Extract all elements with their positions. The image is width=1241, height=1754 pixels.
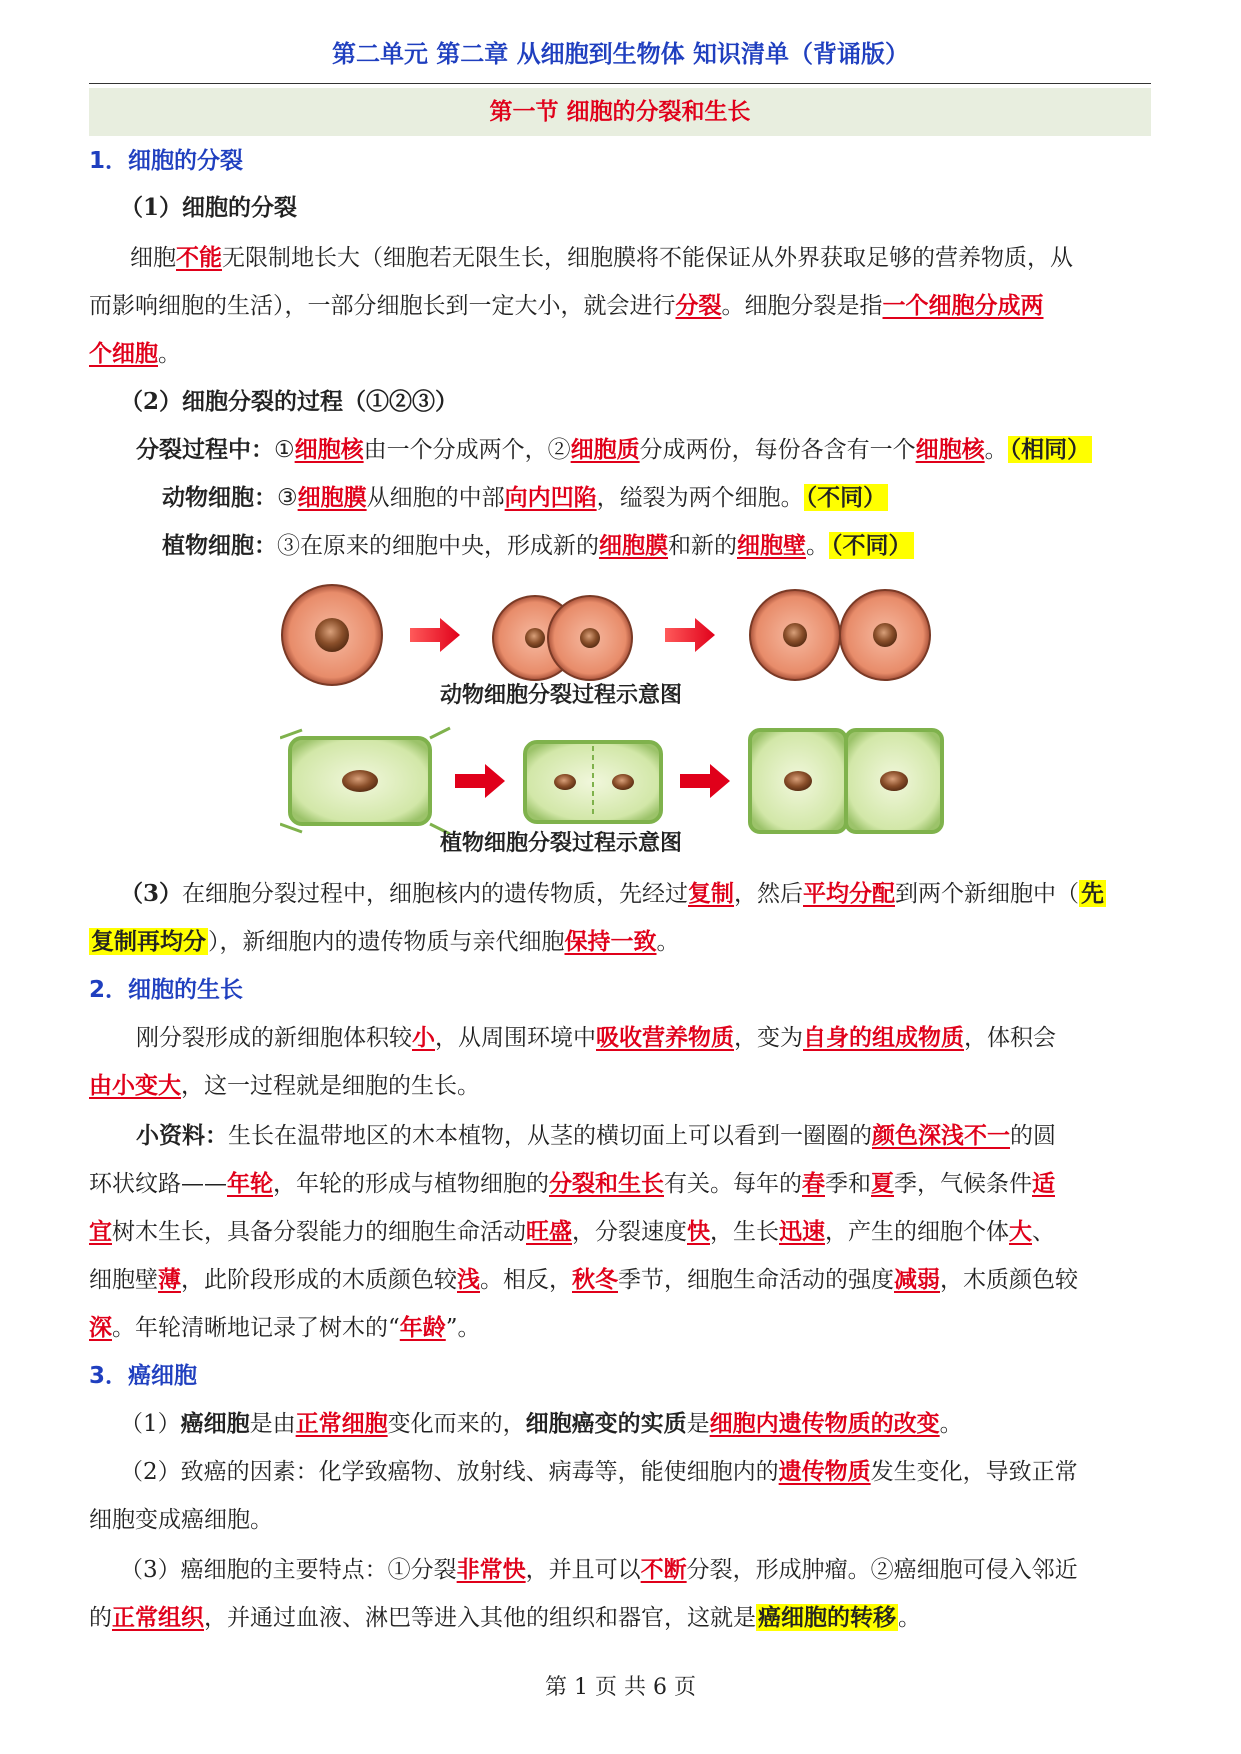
arrow-icon <box>665 618 715 652</box>
subheading-process: （2）细胞分裂的过程（①②③） <box>120 388 459 415</box>
tree-ring-c: 宜树木生长，具备分裂能力的细胞生命活动旺盛，分裂速度快，生长迅速，产生的细胞个体大、 <box>89 1218 1055 1245</box>
line-animal-cell: 动物细胞：③细胞膜从细胞的中部向内凹陷，缢裂为两个细胞。（不同） <box>162 484 887 511</box>
arrow-icon <box>410 618 460 652</box>
document-title: 第二单元 第二章 从细胞到生物体 知识清单（背诵版） <box>331 40 910 68</box>
cancer-line-2b: 细胞变成癌细胞。 <box>89 1507 273 1533</box>
animal-cell-stage-3 <box>750 590 930 680</box>
paragraph-1b: 而影响细胞的生活），一部分细胞长到一定大小，就会进行分裂。细胞分裂是指一个细胞分成两 <box>89 292 1044 319</box>
paragraph-1c: 个细胞。 <box>89 340 181 367</box>
plant-cell-stage-1 <box>280 728 450 834</box>
cancer-line-1: （1）癌细胞是由正常细胞变化而来的，细胞癌变的实质是细胞内遗传物质的改变。 <box>120 1410 963 1437</box>
heading-cell-division: 1．细胞的分裂 <box>89 148 244 174</box>
tree-ring-b: 环状纹路——年轮，年轮的形成与植物细胞的分裂和生长有关。每年的春季和夏季，气候条件适 <box>89 1170 1055 1197</box>
tree-ring-e: 深。年轮清晰地记录了树木的“年龄”。 <box>89 1314 481 1341</box>
line-plant-cell: 植物细胞：③在原来的细胞中央，形成新的细胞膜和新的细胞壁。（不同） <box>162 532 912 559</box>
paragraph-3a: （3）在细胞分裂过程中，细胞核内的遗传物质，先经过复制，然后平均分配到两个新细胞中（先 <box>120 880 1105 907</box>
paragraph-3b: 复制再均分），新细胞内的遗传物质与亲代细胞保持一致。 <box>91 928 680 955</box>
heading-cancer-cell: 3．癌细胞 <box>89 1363 198 1389</box>
line-division-process: 分裂过程中：①细胞核由一个分成两个，②细胞质分成两份，每份各含有一个细胞核。（相同） <box>136 436 1091 463</box>
plant-cell-stage-3 <box>750 730 942 832</box>
growth-paragraph-b: 由小变大，这一过程就是细胞的生长。 <box>89 1072 480 1099</box>
animal-figure-caption: 动物细胞分裂过程示意图 <box>440 683 683 708</box>
plant-figure-caption: 植物细胞分裂过程示意图 <box>440 831 683 856</box>
paragraph-1a: 细胞不能无限制地长大（细胞若无限生长，细胞膜将不能保证从外界获取足够的营养物质，从 <box>130 244 1073 271</box>
animal-cell-stage-2 <box>493 596 632 680</box>
cancer-line-2a: （2）致癌的因素：化学致癌物、放射线、病毒等，能使细胞内的遗传物质发生变化，导致正常 <box>120 1458 1078 1485</box>
section-title: 第一节 细胞的分裂和生长 <box>89 88 1151 136</box>
plant-cell-division-figure <box>280 720 960 840</box>
page-number: 第 1 页 共 6 页 <box>545 1675 696 1700</box>
cancer-line-3b: 的正常组织，并通过血液、淋巴等进入其他的组织和器官，这就是癌细胞的转移。 <box>89 1604 921 1631</box>
tree-ring-d: 细胞壁薄，此阶段形成的木质颜色较浅。相反，秋冬季节，细胞生命活动的强度减弱，木质颜色较 <box>89 1266 1078 1293</box>
tree-ring-a: 小资料：生长在温带地区的木本植物，从茎的横切面上可以看到一圈圈的颜色深浅不一的圆 <box>136 1122 1056 1149</box>
subheading-cell-division: （1）细胞的分裂 <box>120 194 298 221</box>
heading-cell-growth: 2．细胞的生长 <box>89 977 244 1003</box>
cancer-line-3a: （3）癌细胞的主要特点：①分裂非常快，并且可以不断分裂，形成肿瘤。②癌细胞可侵入邻近 <box>120 1556 1078 1583</box>
header-divider <box>89 83 1151 84</box>
arrow-icon <box>680 764 730 798</box>
arrow-icon <box>455 764 505 798</box>
growth-paragraph-a: 刚分裂形成的新细胞体积较小，从周围环境中吸收营养物质，变为自身的组成物质，体积会 <box>136 1024 1056 1051</box>
plant-cell-stage-2 <box>525 742 661 822</box>
animal-cell-stage-1 <box>282 585 382 685</box>
